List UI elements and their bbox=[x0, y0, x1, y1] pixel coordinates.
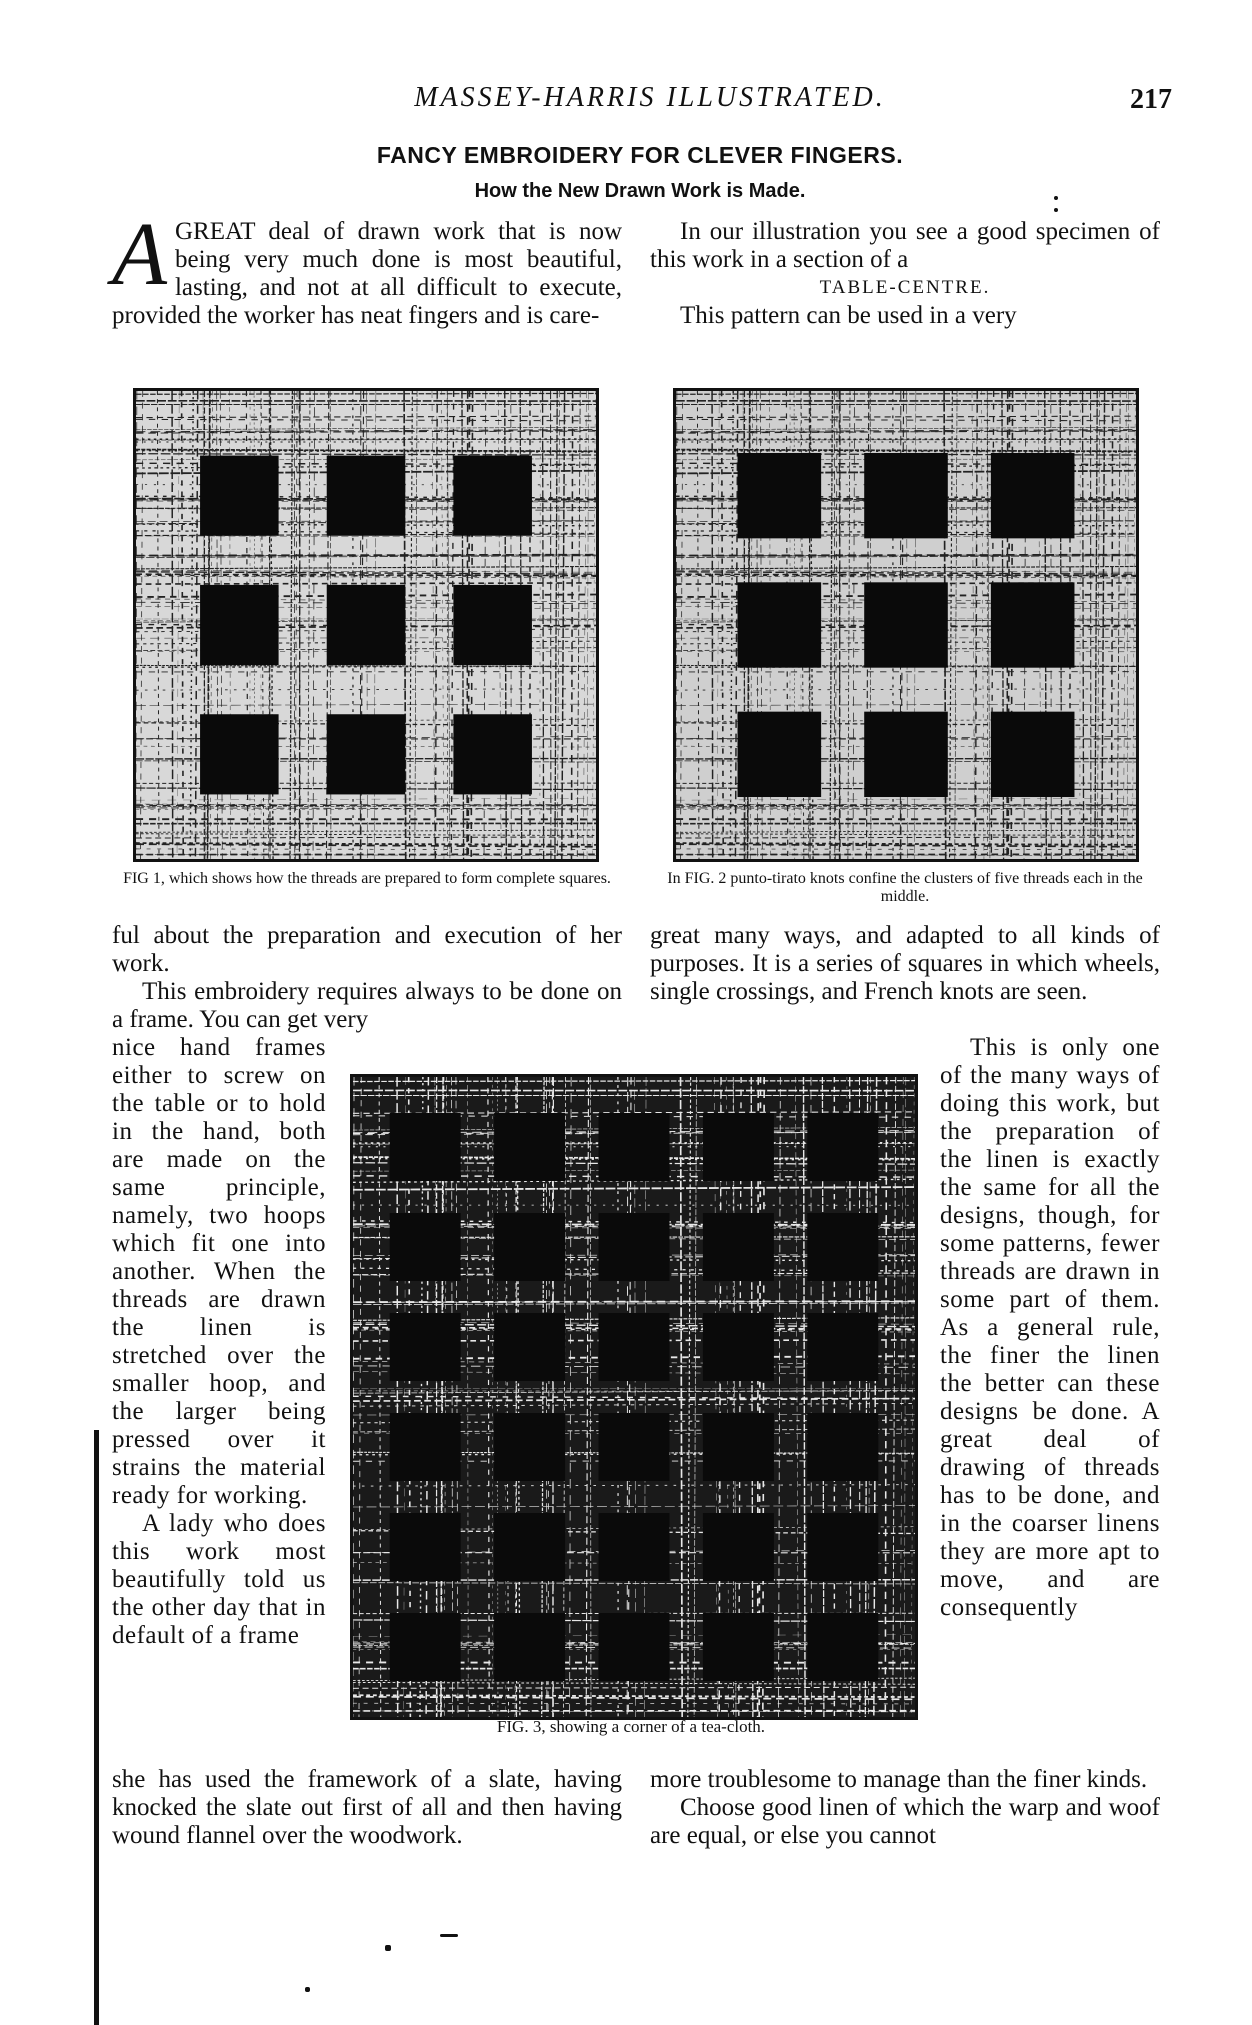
print-speck bbox=[305, 1987, 310, 1992]
drawn-square bbox=[703, 1113, 774, 1181]
drawn-square bbox=[390, 1613, 461, 1681]
page-edge-rule bbox=[94, 1430, 99, 2025]
intro-column-left bbox=[112, 205, 622, 330]
drawn-square bbox=[738, 453, 822, 538]
drawn-square bbox=[327, 714, 406, 794]
drawn-square bbox=[327, 456, 406, 536]
drawn-square bbox=[200, 585, 279, 665]
drawn-square bbox=[864, 453, 948, 538]
drawn-square bbox=[807, 1513, 878, 1581]
print-speck bbox=[385, 1945, 391, 1951]
drawn-square bbox=[453, 714, 532, 794]
drawn-square bbox=[864, 582, 948, 667]
drawn-square bbox=[327, 585, 406, 665]
paragraph: nice hand frames either to screw on the table or to hold in the hand, both are made on the same principle, namely, two hoops which fit one into another. When the threads are drawn the linen is stretched over the smaller hoop, and the larger being pressed over it strains the material ready for working. bbox=[112, 1034, 326, 1509]
figure-2-image bbox=[673, 388, 1139, 862]
paragraph: great many ways, and adapted to all kinds of purposes. It is a series of squares in which wheels, single crossings, and French knots are seen. bbox=[650, 922, 1160, 1005]
thread-line bbox=[676, 805, 1136, 806]
paragraph: Choose good linen of which the warp and woof are equal, or else you cannot bbox=[650, 1794, 1160, 1849]
bottom-column-left bbox=[112, 1766, 622, 1850]
drawn-square bbox=[599, 1113, 670, 1181]
thread-line bbox=[136, 805, 596, 806]
page-number: 217 bbox=[1130, 84, 1172, 115]
drawn-square bbox=[390, 1313, 461, 1381]
drawn-square bbox=[390, 1513, 461, 1581]
section-subhead: TABLE-CENTRE. bbox=[819, 277, 991, 298]
narrow-column-right bbox=[940, 1034, 1160, 1622]
figure-2-caption: In FIG. 2 punto-tirato knots confine the clusters of five threads each in the middle. bbox=[667, 870, 1143, 905]
paragraph: more troublesome to manage than the finer kinds. bbox=[650, 1766, 1148, 1793]
drawn-square bbox=[390, 1113, 461, 1181]
thread-line bbox=[299, 391, 300, 859]
drawn-square bbox=[807, 1613, 878, 1681]
thread-line bbox=[676, 555, 1136, 556]
drawn-square bbox=[991, 453, 1075, 538]
drawn-square bbox=[494, 1513, 565, 1581]
drawn-square bbox=[453, 456, 532, 536]
drawn-square bbox=[738, 582, 822, 667]
paragraph: This embroidery requires always to be done on a frame. You can get very bbox=[112, 978, 622, 1033]
drawn-square bbox=[991, 712, 1075, 797]
drawn-square bbox=[494, 1413, 565, 1481]
figure-1-image bbox=[133, 388, 599, 862]
article-title: FANCY EMBROIDERY FOR CLEVER FINGERS. bbox=[376, 142, 904, 168]
drawn-square bbox=[807, 1113, 878, 1181]
thread-line bbox=[839, 391, 840, 859]
drawn-square bbox=[703, 1213, 774, 1281]
drawn-square bbox=[738, 712, 822, 797]
drawn-square bbox=[200, 456, 279, 536]
figure-3-caption: FIG. 3, showing a corner of a tea-cloth. bbox=[496, 1717, 766, 1736]
drawn-square bbox=[599, 1413, 670, 1481]
figure-1-caption: FIG 1, which shows how the threads are prepared to form complete squares. bbox=[123, 870, 611, 887]
paragraph: ful about the preparation and execution of her work. bbox=[112, 922, 622, 977]
narrow-column-left bbox=[112, 1034, 326, 1650]
paragraph: she has used the framework of a slate, having knocked the slate out first of all and then having wound flannel over the woodwork. bbox=[112, 1766, 622, 1849]
drawn-square bbox=[703, 1413, 774, 1481]
drawn-square bbox=[703, 1513, 774, 1581]
drawn-square bbox=[494, 1213, 565, 1281]
mid-column-left bbox=[112, 922, 622, 1034]
running-title: MASSEY-HARRIS ILLUSTRATED. bbox=[414, 82, 886, 113]
intro-column-right bbox=[650, 218, 1160, 330]
drawn-square bbox=[494, 1113, 565, 1181]
bottom-column-right bbox=[650, 1766, 1160, 1850]
figure-3-image bbox=[350, 1074, 918, 1720]
drawn-square bbox=[599, 1313, 670, 1381]
drawn-square bbox=[807, 1213, 878, 1281]
drop-cap: A bbox=[112, 205, 167, 304]
drawn-square bbox=[494, 1613, 565, 1681]
drawn-square bbox=[991, 582, 1075, 667]
drawn-square bbox=[599, 1613, 670, 1681]
drawn-square bbox=[599, 1513, 670, 1581]
paragraph: A lady who does this work most beautifully told us the other day that in default of a frame bbox=[112, 1510, 326, 1649]
drawn-square bbox=[864, 712, 948, 797]
paragraph: This is only one of the many ways of doing this work, but the preparation of the linen is exactly the same for all the designs, though, for some patterns, fewer threads are drawn in some part of them. As a general rule, the finer the linen the better can these designs be done. A great deal of drawing of threads has to be done, and in the coarser linens they are more apt to move, and are consequently bbox=[940, 1034, 1160, 1621]
drawn-square bbox=[200, 714, 279, 794]
drawn-square bbox=[599, 1213, 670, 1281]
intro-text: GREAT deal of drawn work that is now being very much done is most beautiful, lasting, and not at all difficult to execute, provided the worker has neat fingers and is care- bbox=[112, 218, 622, 329]
print-speck bbox=[1054, 196, 1058, 200]
drawn-square bbox=[807, 1413, 878, 1481]
right-intro-text: In our illustration you see a good specimen of this work in a section of a bbox=[650, 218, 1160, 273]
print-speck bbox=[1054, 208, 1058, 212]
drawn-square bbox=[703, 1613, 774, 1681]
drawn-square bbox=[390, 1413, 461, 1481]
thread-line bbox=[136, 555, 596, 556]
drawn-square bbox=[453, 585, 532, 665]
drawn-square bbox=[390, 1213, 461, 1281]
thread-line bbox=[353, 1301, 915, 1302]
drawn-square bbox=[807, 1313, 878, 1381]
print-speck bbox=[440, 1934, 458, 1937]
mid-column-right bbox=[650, 922, 1160, 1006]
drawn-square bbox=[703, 1313, 774, 1381]
right-intro-text-2: This pattern can be used in a very bbox=[680, 302, 1017, 329]
drawn-square bbox=[494, 1313, 565, 1381]
article-subtitle: How the New Drawn Work is Made. bbox=[474, 180, 806, 202]
